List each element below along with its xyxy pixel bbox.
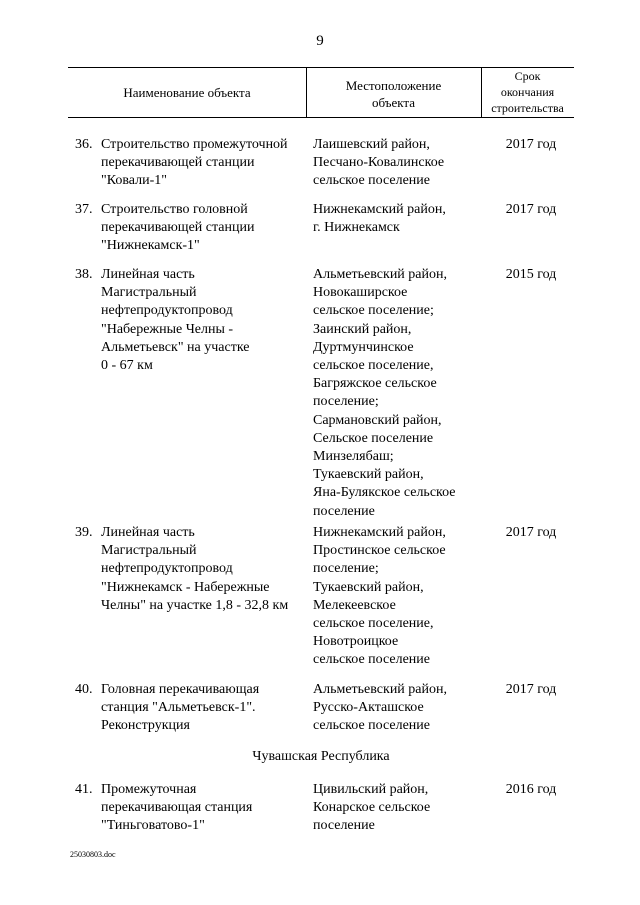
- object-location: Цивильский район, Конарское сельское поселение: [313, 782, 431, 834]
- page-number: 9: [316, 33, 324, 49]
- object-location: Альметьевский район, Новокаширское сельское поселение; Заинский район, Дуртмунчинское сельское поселение, Багряжское сельское поселение; Сармановский район, Сельское поселение Минзелябаш; Тукаевский район, Яна-Булякское сельское поселение: [313, 267, 456, 519]
- row-number: 39.: [75, 525, 93, 540]
- row-number: 40.: [75, 682, 93, 697]
- row-number: 41.: [75, 782, 93, 797]
- object-location: Нижнекамский район, Простинское сельское поселение; Тукаевский район, Мелекеевское сельское поселение, Новотроицкое сельское поселение: [313, 525, 446, 668]
- object-location: Лаишевский район, Песчано-Ковалинское сельское поселение: [313, 137, 445, 189]
- completion-term: 2017 год: [505, 202, 557, 217]
- footer-filename: 25030803.doc: [70, 850, 116, 859]
- object-location: Альметьевский район, Русско-Акташское сельское поселение: [313, 682, 447, 734]
- object-name: Линейная часть Магистральный нефтепродуктопровод "Нижнекамск - Набережные Челны" на участке 1,8 - 32,8 км: [101, 525, 289, 613]
- completion-term: 2016 год: [505, 782, 557, 797]
- completion-term: 2017 год: [505, 525, 557, 540]
- row-number: 36.: [75, 137, 93, 152]
- header-term: Срок окончания строительства: [491, 69, 564, 115]
- row-number: 38.: [75, 267, 93, 282]
- header-bottom-rule: [68, 117, 574, 118]
- object-name: Промежуточная перекачивающая станция "Тиньговатово-1": [101, 782, 253, 834]
- completion-term: 2017 год: [505, 137, 557, 152]
- completion-term: 2015 год: [505, 267, 557, 282]
- header-location: Местоположение объекта: [345, 78, 442, 110]
- object-name: Строительство промежуточной перекачивающей станции "Ковали-1": [101, 137, 288, 189]
- completion-term: 2017 год: [505, 682, 557, 697]
- object-name: Линейная часть Магистральный нефтепродуктопровод "Набережные Челны - Альметьевск" на участке 0 - 67 км: [101, 267, 250, 374]
- region-heading: Чувашская Республика: [252, 749, 390, 764]
- object-location: Нижнекамский район, г. Нижнекамск: [313, 202, 446, 236]
- header-name: Наименование объекта: [123, 85, 251, 100]
- object-name: Головная перекачивающая станция "Альметьевск-1". Реконструкция: [101, 682, 260, 734]
- object-name: Строительство головной перекачивающей станции "Нижнекамск-1": [101, 202, 255, 254]
- row-number: 37.: [75, 202, 93, 217]
